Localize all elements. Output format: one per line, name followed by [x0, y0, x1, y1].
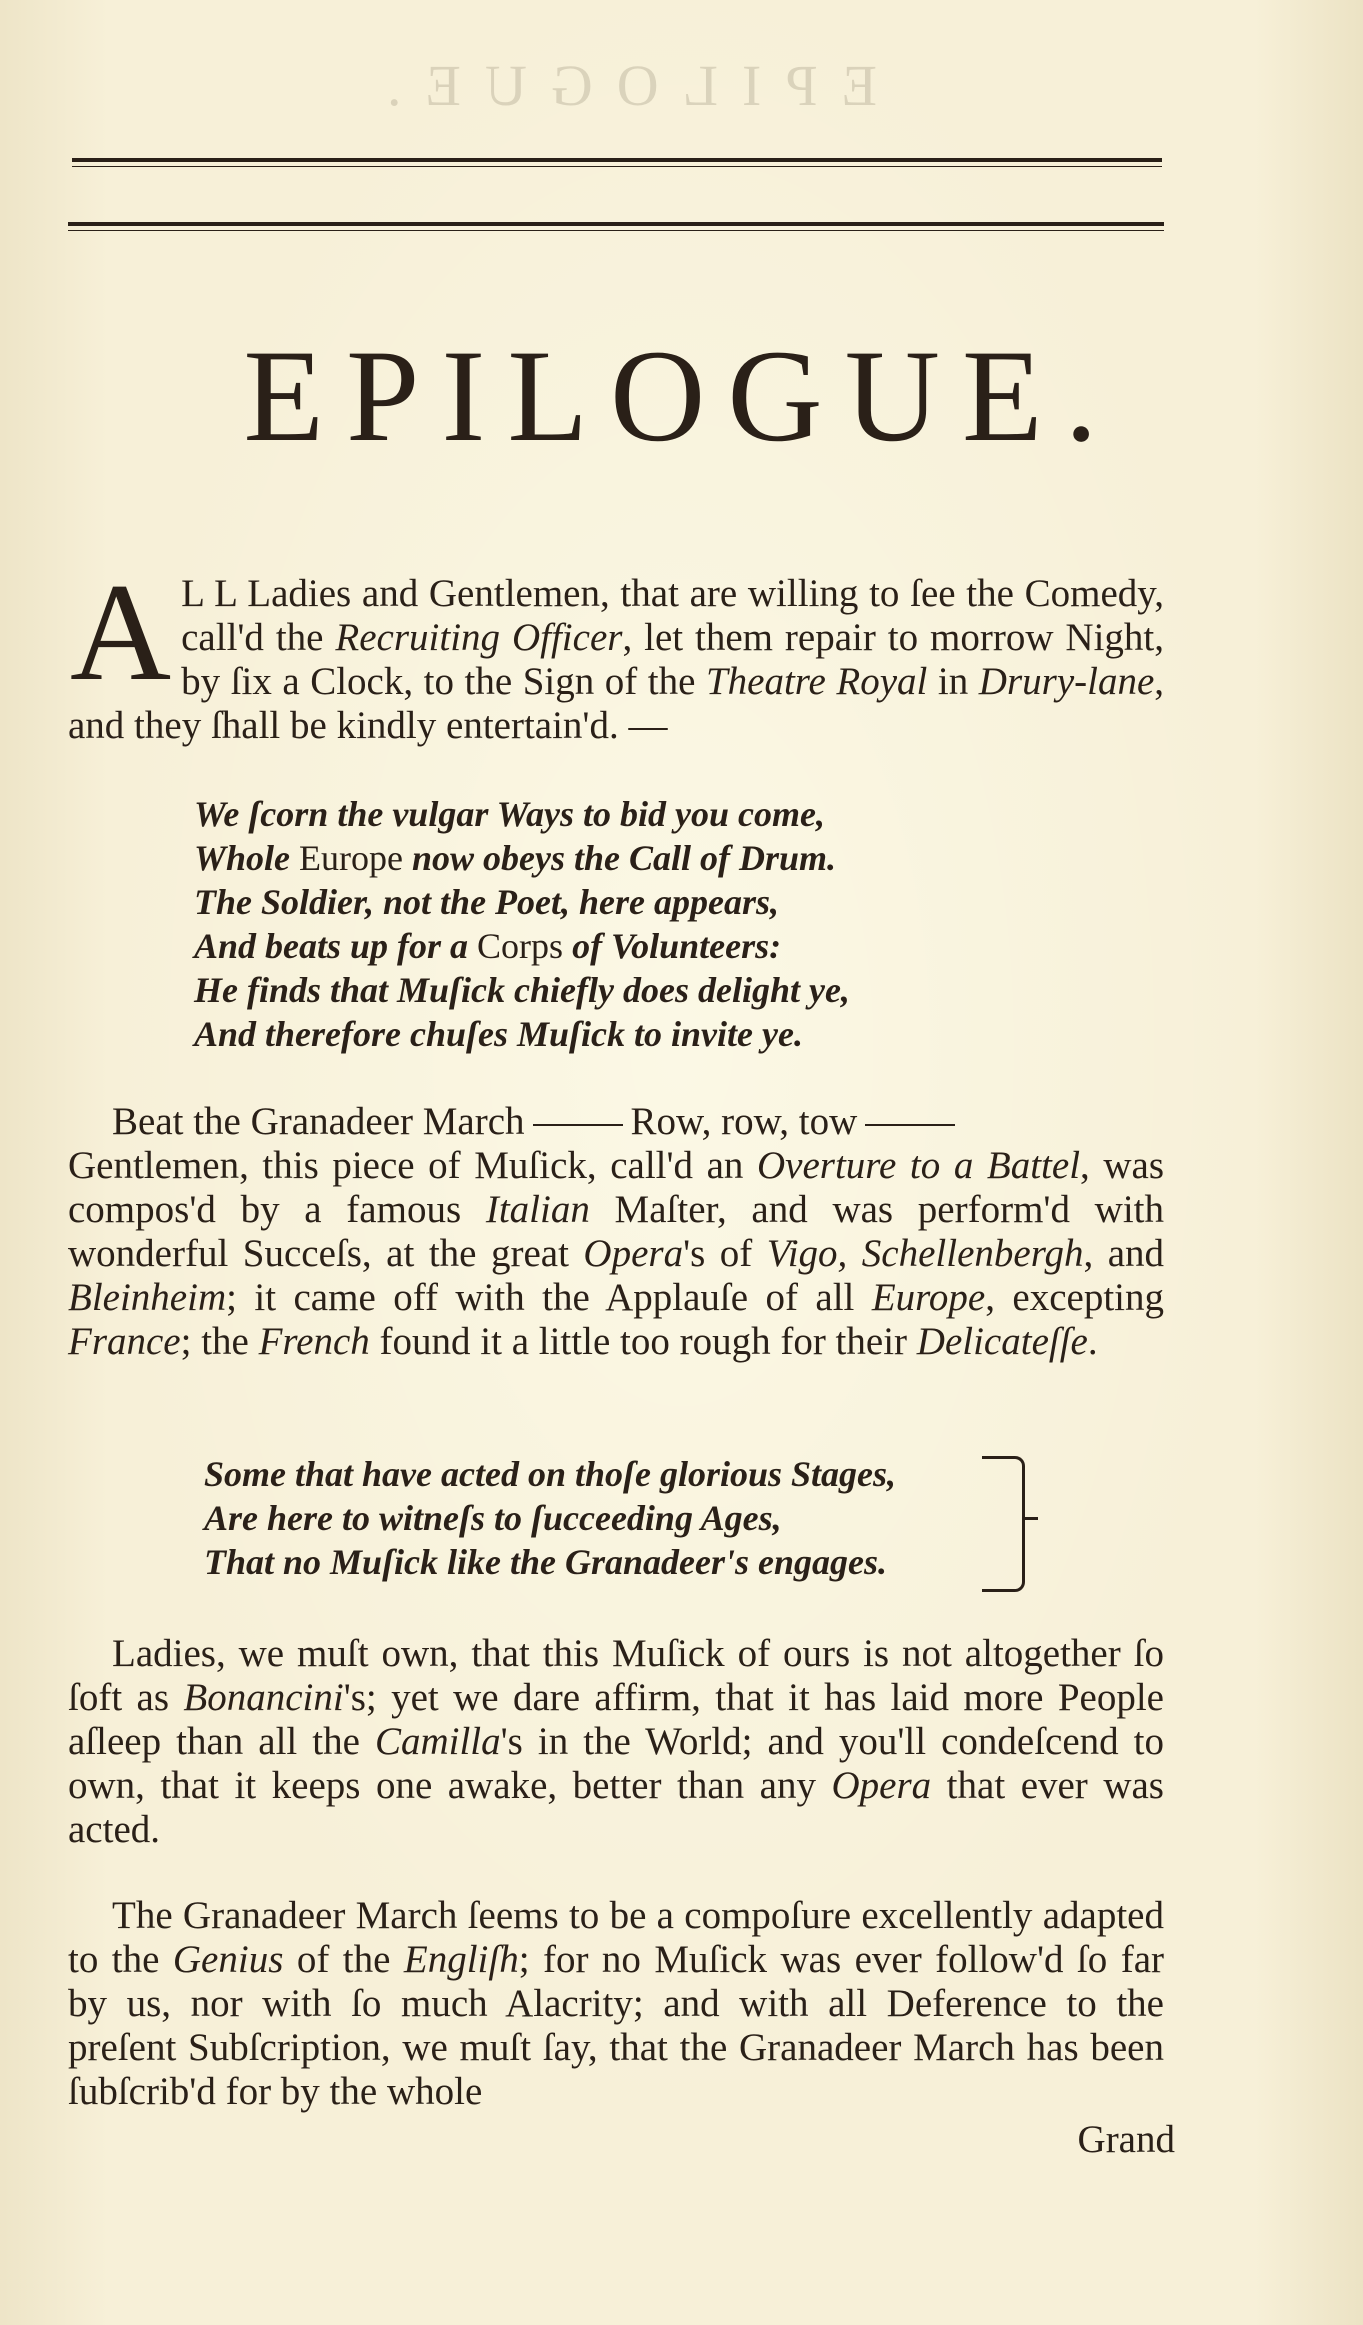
para2-overture: Overture to a Battel [757, 1144, 1081, 1187]
para2-s3: Gentlemen, this piece of Muſick, call'd an [68, 1144, 757, 1187]
para2-s4: , was compos'd by a famous [68, 1144, 1165, 1231]
verse1-line5: He finds that Muſick chiefly does delight ye, [194, 970, 850, 1010]
verse1-line4-b: Corps [477, 926, 564, 966]
para2-s5: Maſter, and was perform'd with wonderful Succeſs, at the great [68, 1188, 1164, 1275]
verse1-line2-c: now obeys the Call of Drum. [411, 838, 837, 878]
para2-french: French [258, 1320, 370, 1363]
para2-france: France [68, 1320, 181, 1363]
second-rule-thin [68, 230, 1164, 231]
para1-drury-lane: Drury-lane [978, 660, 1155, 703]
para1-line1: L L Ladies and Gentlemen, that are willing to ſee the [181, 572, 1014, 615]
granadeer-paragraph [68, 1100, 1164, 1364]
para2-s9: , excepting [985, 1276, 1165, 1319]
verse1-line6: And therefore chuſes Muſick to invite ye. [194, 1014, 803, 1054]
top-rule-thick [72, 158, 1162, 162]
para3-s3: 's in the World; and you'll condeſcend to own, that it keeps one awake, better than any [68, 1720, 1165, 1807]
verse1-line4-a: And beats up for a [194, 926, 478, 966]
para3-camilla: Camilla [374, 1720, 501, 1763]
para2-italian: Italian [485, 1188, 590, 1231]
para4-english: Engliſh [403, 1938, 519, 1981]
triplet-brace [982, 1456, 1025, 1592]
verse1-line2-a: Whole [194, 838, 291, 878]
dash-rule [533, 1124, 623, 1126]
para1-play-title: Recruiting Officer [335, 616, 623, 659]
para1-line2-end: , let them repair to [622, 616, 919, 659]
para4-genius: Genius [172, 1938, 284, 1981]
para2-opera: Opera [583, 1232, 684, 1275]
top-rule-thin [72, 166, 1162, 167]
para2-bleinheim: Bleinheim [68, 1276, 227, 1319]
para2-beat: Beat the Granadeer March [112, 1100, 525, 1143]
page-title: EPILOGUE. [243, 322, 1120, 469]
para3-s2: 's; yet we dare affirm, that it has laid more People aſleep than all the [68, 1676, 1164, 1763]
ladies-paragraph [68, 1632, 1164, 1852]
para1-line3: morrow Night, by ſix a Clock, to the Sign of the [181, 616, 1164, 703]
opening-paragraph [68, 555, 1165, 748]
para2-s8: ; it came off with the Applauſe of all [226, 1276, 872, 1319]
para2-s6: 's of [683, 1232, 767, 1275]
verse1-line2-b: Europe [290, 838, 412, 878]
verse2-line1: Some that have acted on thoſe glorious Stages, [204, 1454, 897, 1494]
para1-royal: Royal [836, 660, 928, 703]
para2-s12: . [1087, 1320, 1098, 1363]
verse1-line1: We ſcorn the vulgar Ways to bid you come, [194, 794, 825, 834]
bleed-through-header: EPILOGUE. [363, 53, 878, 118]
verse-block-1 [194, 792, 1094, 1056]
para2-s11: found it a little too rough for their [369, 1320, 917, 1363]
para4-s3: ; for no Muſick was ever follow'd ſo far by us, nor with ſo much Alacrity; and with all Deference to the preſent Subſcription, we muſt ſay, that the Granadeer March has been ſubſcrib'd for by the whole [68, 1938, 1165, 2113]
para1-line2: Comedy, call'd the [181, 572, 1165, 659]
verse1-line2 [194, 836, 1094, 880]
verse1-line4-c: of Volunteers: [563, 926, 782, 966]
para2-s10: ; the [180, 1320, 259, 1363]
verse1-line4 [194, 924, 1094, 968]
dash-rule [865, 1124, 955, 1126]
para2-europe: Europe [871, 1276, 986, 1319]
drop-cap: A [70, 555, 172, 710]
para4-s1: The Granadeer March ſeems to be a compoſure excellently adapted to the [68, 1894, 1164, 1981]
verse1-line3: The Soldier, not the Poet, here appears, [194, 882, 779, 922]
march-paragraph [68, 1894, 1164, 2114]
para2-row: Row, row, tow [630, 1100, 858, 1143]
para3-s4: that ever was acted. [68, 1764, 1164, 1851]
para1-in: in [927, 660, 979, 703]
para2-s7: , and [1083, 1232, 1165, 1275]
para1-line4-end: , and they ſhall be kindly entertain'd. — [68, 660, 1165, 747]
para3-s1: Ladies, we muſt own, that this Muſick of ours is not altogether ſo ſoft as [68, 1632, 1164, 1719]
verse2-line3: That no Muſick like the Granadeer's engages. [204, 1542, 888, 1582]
verse-block-2 [204, 1452, 1104, 1584]
para3-bonancini: Bonancini [183, 1676, 344, 1719]
para4-s2: of the [283, 1938, 404, 1981]
para3-opera: Opera [831, 1764, 932, 1807]
para1-theatre: Theatre [705, 660, 826, 703]
para2-delicatesse: Delicateſſe [916, 1320, 1088, 1363]
verse2-line2: Are here to witneſs to ſucceeding Ages, [204, 1498, 782, 1538]
second-rule-thick [68, 222, 1164, 226]
catchword: Grand [1077, 2118, 1175, 2161]
para2-first-line [68, 1100, 1164, 1144]
para2-vigo: Vigo, Schellenbergh [766, 1232, 1084, 1275]
